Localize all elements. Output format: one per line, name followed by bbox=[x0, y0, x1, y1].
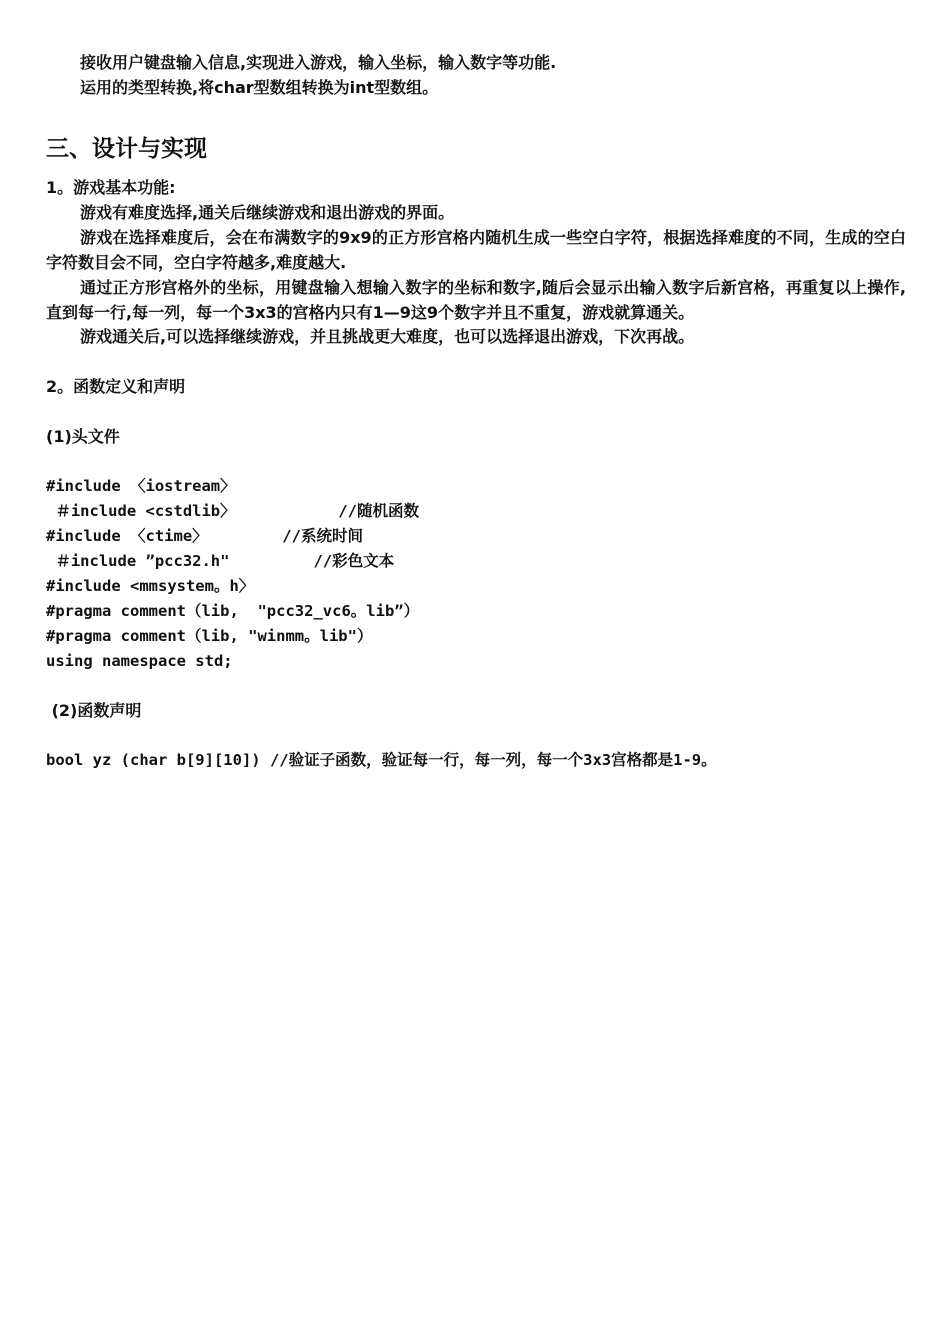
section-heading: 三、设计与实现 bbox=[46, 136, 207, 162]
header-files-title: (1)头文件 bbox=[46, 427, 120, 446]
intro-line-2: 运用的类型转换,将char型数组转换为int型数组。 bbox=[80, 78, 439, 97]
intro-line-1: 接收用户键盘输入信息,实现进入游戏，输入坐标，输入数字等功能. bbox=[80, 53, 557, 72]
subsection-title-functions: 2。函数定义和声明 bbox=[46, 377, 186, 396]
code-line-8: using namespace std; bbox=[46, 652, 233, 670]
paragraph-blank-cells: 游戏在选择难度后，会在布满数字的9x9的正方形宫格内随机生成一些空白字符，根据选择难度的不同，生成的空白字符数目会不同，空白字符越多,难度越大. bbox=[46, 228, 906, 272]
subsection-title-basic-functions: 1。游戏基本功能: bbox=[46, 178, 176, 197]
code-line-5: #include <mmsystem。h〉 bbox=[46, 577, 255, 595]
function-declaration-title: (2)函数声明 bbox=[46, 701, 142, 720]
paragraph-after-win: 游戏通关后,可以选择继续游戏，并且挑战更大难度，也可以选择退出游戏，下次再战。 bbox=[80, 327, 695, 346]
paragraph-input-coordinates: 通过正方形宫格外的坐标，用键盘输入想输入数字的坐标和数字,随后会显示出输入数字后新宫格，再重复以上操作,直到每一行,每一列，每一个3x3的宫格内只有1—9这9个数字并且不重复，游戏就算通关。 bbox=[46, 278, 906, 322]
code-line-1: #include 〈iostream〉 bbox=[46, 477, 236, 495]
paragraph-difficulty: 游戏有难度选择,通关后继续游戏和退出游戏的界面。 bbox=[80, 203, 455, 222]
code-line-2: ＃include <cstdlib〉 //随机函数 bbox=[46, 502, 419, 520]
function-declaration: bool yz (char b[9][10]) //验证子函数，验证每一行，每一列，每一个3x3宫格都是1-9。 bbox=[46, 751, 717, 769]
code-line-7: #pragma comment（lib, "winmm。lib"） bbox=[46, 627, 373, 645]
code-line-4: ＃include ”pcc32.h" //彩色文本 bbox=[46, 552, 395, 570]
code-line-6: #pragma comment（lib, "pcc32_vc6。lib”） bbox=[46, 602, 420, 620]
code-line-3: #include 〈ctime〉 //系统时间 bbox=[46, 527, 363, 545]
